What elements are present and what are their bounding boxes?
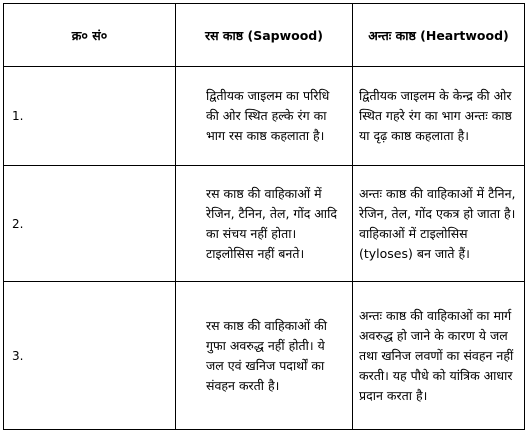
- sapwood-cell: द्वितीयक जाइलम का परिधि की ओर स्थित हल्के रंग का भाग रस काष्ठ कहलाता है।: [176, 67, 353, 166]
- serial-number-cell: 3.: [4, 282, 176, 430]
- header-heartwood: अन्तः काष्ठ (Heartwood): [353, 4, 525, 67]
- table-row: [4, 166, 525, 282]
- header-sapwood: रस काष्ठ (Sapwood): [176, 4, 353, 67]
- table-header-row: [4, 4, 525, 67]
- heartwood-cell: अन्तः काष्ठ की वाहिकाओं का मार्ग अवरुद्ध हो जाने के कारण ये जल तथा खनिज लवणों का संवहन नहीं करती। यह पौधे को यांत्रिक आधार प्रदान करता है।: [353, 282, 525, 430]
- sapwood-cell: रस काष्ठ की वाहिकाओं की गुफा अवरुद्ध नहीं होती। ये जल एवं खनिज पदार्थों का संवहन करती है।: [176, 282, 353, 430]
- serial-number-cell: 1.: [4, 67, 176, 166]
- table-row: [4, 67, 525, 166]
- heartwood-cell: अन्तः काष्ठ की वाहिकाओं में टैनिन, रेजिन, तेल, गोंद एकत्र हो जाता है। वाहिकाओं में टाइलोसिस (tyloses) बन जाते हैं।: [353, 166, 525, 282]
- header-serial-number: क्र० सं०: [4, 4, 176, 67]
- sapwood-cell: रस काष्ठ की वाहिकाओं में रेजिन, टैनिन, तेल, गोंद आदि का संचय नहीं होता। टाइलोसिस नहीं बनते।: [176, 166, 353, 282]
- heartwood-cell: द्वितीयक जाइलम के केन्द्र की ओर स्थित गहरे रंग का भाग अन्तः काष्ठ या दृढ़ काष्ठ कहलाता है।: [353, 67, 525, 166]
- serial-number-cell: 2.: [4, 166, 176, 282]
- table-row: [4, 282, 525, 430]
- comparison-table: [3, 3, 525, 430]
